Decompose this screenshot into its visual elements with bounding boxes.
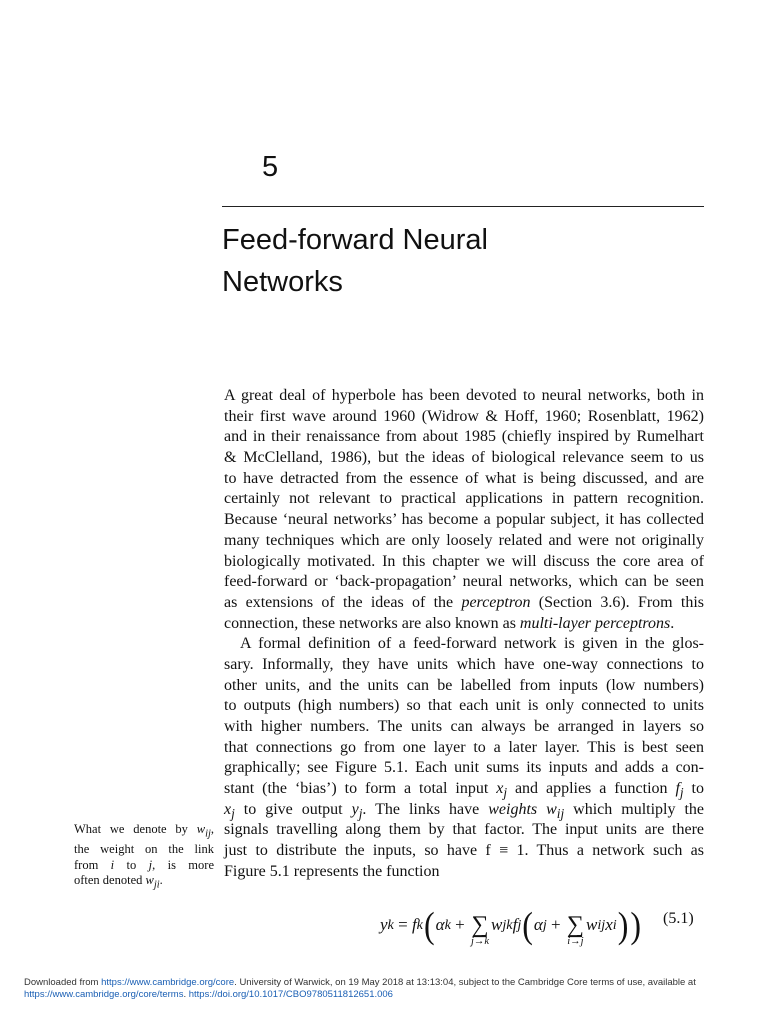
math-var: x <box>224 800 232 818</box>
math-subscript: j <box>231 805 235 821</box>
margin-line <box>74 858 214 874</box>
chapter-title-line: Networks <box>222 266 343 298</box>
math-var: f <box>411 915 417 934</box>
text-span: to <box>114 857 149 872</box>
sigma-symbol: ∑ <box>566 911 584 938</box>
math-var: f <box>512 915 518 934</box>
margin-line <box>74 873 214 893</box>
text-span: and applies a function <box>507 780 676 798</box>
text-line: Figure 5.1 represents the function <box>224 862 440 880</box>
math-var: y <box>351 800 359 818</box>
big-left-paren: ( <box>423 904 435 946</box>
text-span: . <box>670 614 675 632</box>
math-var: x <box>605 915 613 934</box>
math-var: f <box>675 780 680 798</box>
text-line <box>224 779 704 800</box>
math-subscript: j <box>542 916 547 933</box>
math-subscript: ji <box>153 879 160 891</box>
sum-index: i→j <box>567 935 584 947</box>
footer-text: . <box>183 989 189 1000</box>
emphasis-multi-layer-perceptrons: multi-layer perceptrons <box>519 614 671 632</box>
footer-link-doi[interactable]: https://doi.org/10.1017/CBO9780511812651.006 <box>188 989 393 1000</box>
equation-5-1 <box>380 900 642 950</box>
text-span: (Section 3.6). From this <box>530 593 705 611</box>
download-footer <box>24 977 754 1001</box>
text-line: biologically motivated. In this chapter we will discuss the core area of <box>224 552 704 570</box>
math-var: w <box>145 873 154 887</box>
big-right-paren: ) <box>630 904 642 946</box>
text-line <box>224 800 704 821</box>
text-span: stant (the ‘bias’) to form a total input <box>224 780 497 798</box>
text-line: just to distribute the inputs, so have f ≡ 1. Thus a network such as <box>224 842 704 860</box>
chapter-title-line: Feed-forward Neural <box>222 224 488 256</box>
math-subscript: i <box>612 916 617 933</box>
text-line: and in their renaissance from about 1985 (chiefly inspired by Rumelhart <box>224 428 704 446</box>
margin-note <box>74 822 214 893</box>
text-line: signals travelling along them by that factor. The input units are there <box>224 821 704 839</box>
text-line: A great deal of hyperbole has been devoted to neural networks, both in <box>224 387 704 404</box>
math-var: y <box>380 915 388 934</box>
text-span: which multiply the <box>564 800 705 818</box>
summation-jk <box>470 911 490 947</box>
math-subscript: jk <box>502 916 513 933</box>
math-var: α <box>435 915 445 934</box>
math-operator: + <box>546 915 565 934</box>
text-line <box>224 614 704 635</box>
text-line <box>224 593 704 614</box>
text-span: as extensions of the ideas of the <box>224 593 462 611</box>
footer-text: . University of Warwick, on 19 May 2018 at 13:13:04, subject to the Cambridge Core terms of use, available at <box>234 977 696 988</box>
text-line: that connections go from one layer to a later layer. This is best seen <box>224 738 704 756</box>
math-subscript: ij <box>556 805 565 821</box>
sigma-symbol: ∑ <box>471 911 489 938</box>
text-line: with higher numbers. The units can always be arranged in layers so <box>224 718 704 735</box>
math-subscript: k <box>444 916 451 933</box>
text-line: & McClelland, 1986), but the ideas of biological relevance seem to us <box>224 449 704 467</box>
math-subscript: j <box>679 785 684 801</box>
big-left-paren: ( <box>522 904 533 946</box>
math-subscript: k <box>416 916 423 933</box>
text-span <box>537 801 546 818</box>
footer-link-core[interactable]: https://www.cambridge.org/core <box>101 977 235 988</box>
sum-index: j→k <box>470 935 490 947</box>
text-line: other units, and the units can be labelled from inputs (low numbers) <box>224 676 704 694</box>
text-span: . The links have <box>362 800 489 818</box>
footer-link-terms[interactable]: https://www.cambridge.org/core/terms <box>24 989 184 1000</box>
text-line: to outputs (high numbers) so that each unit is only connected to units <box>224 697 704 715</box>
text-line: their first wave around 1960 (Widrow & Hoff, 1960; Rosenblatt, 1962) <box>224 407 704 425</box>
math-var: w <box>586 915 598 934</box>
math-subscript: j <box>517 916 522 933</box>
text-line: sary. Informally, they have units which have one-way connections to <box>224 655 704 673</box>
math-subscript: k <box>387 916 394 933</box>
text-span: . <box>159 873 163 887</box>
text-span: to give output <box>234 800 352 818</box>
text-line: A formal definition of a feed-forward network is given in the glos- <box>240 635 704 653</box>
text-span: often denoted <box>74 873 146 887</box>
text-span: from <box>74 857 111 872</box>
summation-ij <box>566 911 584 947</box>
chapter-title <box>222 219 702 303</box>
text-span: , <box>210 822 214 836</box>
body-text <box>224 386 704 883</box>
emphasis-perceptron: perceptron <box>461 593 531 611</box>
emphasis-weights: weights <box>488 800 538 818</box>
text-span: to <box>683 780 704 798</box>
math-var: w <box>546 800 557 818</box>
text-line: graphically; see Figure 5.1. Each unit sums its inputs and adds a con- <box>224 759 704 777</box>
math-var: j <box>148 857 153 872</box>
math-var: α <box>533 915 543 934</box>
text-line: Because ‘neural networks’ has become a popular subject, it has collected <box>224 511 704 529</box>
math-var: i <box>110 857 115 872</box>
math-operator: + <box>450 915 469 934</box>
text-span: What we denote by <box>74 822 197 836</box>
text-span: , is more <box>152 857 214 872</box>
footer-text: Downloaded from <box>24 977 102 988</box>
big-right-paren: ) <box>617 904 629 946</box>
math-operator: = <box>393 915 412 934</box>
math-var: w <box>491 915 503 934</box>
math-var: x <box>496 780 504 798</box>
text-line: to have detracted from the essence of what is being discussed, and are <box>224 469 704 487</box>
chapter-number: 5 <box>262 151 279 183</box>
math-subscript: ij <box>597 916 606 933</box>
equation-number: (5.1) <box>663 910 694 927</box>
math-subscript: j <box>358 805 363 821</box>
chapter-rule <box>222 206 704 207</box>
margin-line: the weight on the link <box>74 842 214 856</box>
text-line: many techniques which are only loosely related and were not originally <box>224 531 704 549</box>
math-subscript: j <box>503 785 508 801</box>
math-subscript: ij <box>205 828 211 840</box>
math-var: w <box>196 822 206 836</box>
text-line: certainly not relevant to practical applications in pattern recognition. <box>224 490 704 508</box>
margin-line <box>74 822 214 842</box>
text-line: feed-forward or ‘back-propagation’ neural networks, which can be seen <box>224 573 704 591</box>
text-span: connection, these networks are also known as <box>224 614 520 632</box>
